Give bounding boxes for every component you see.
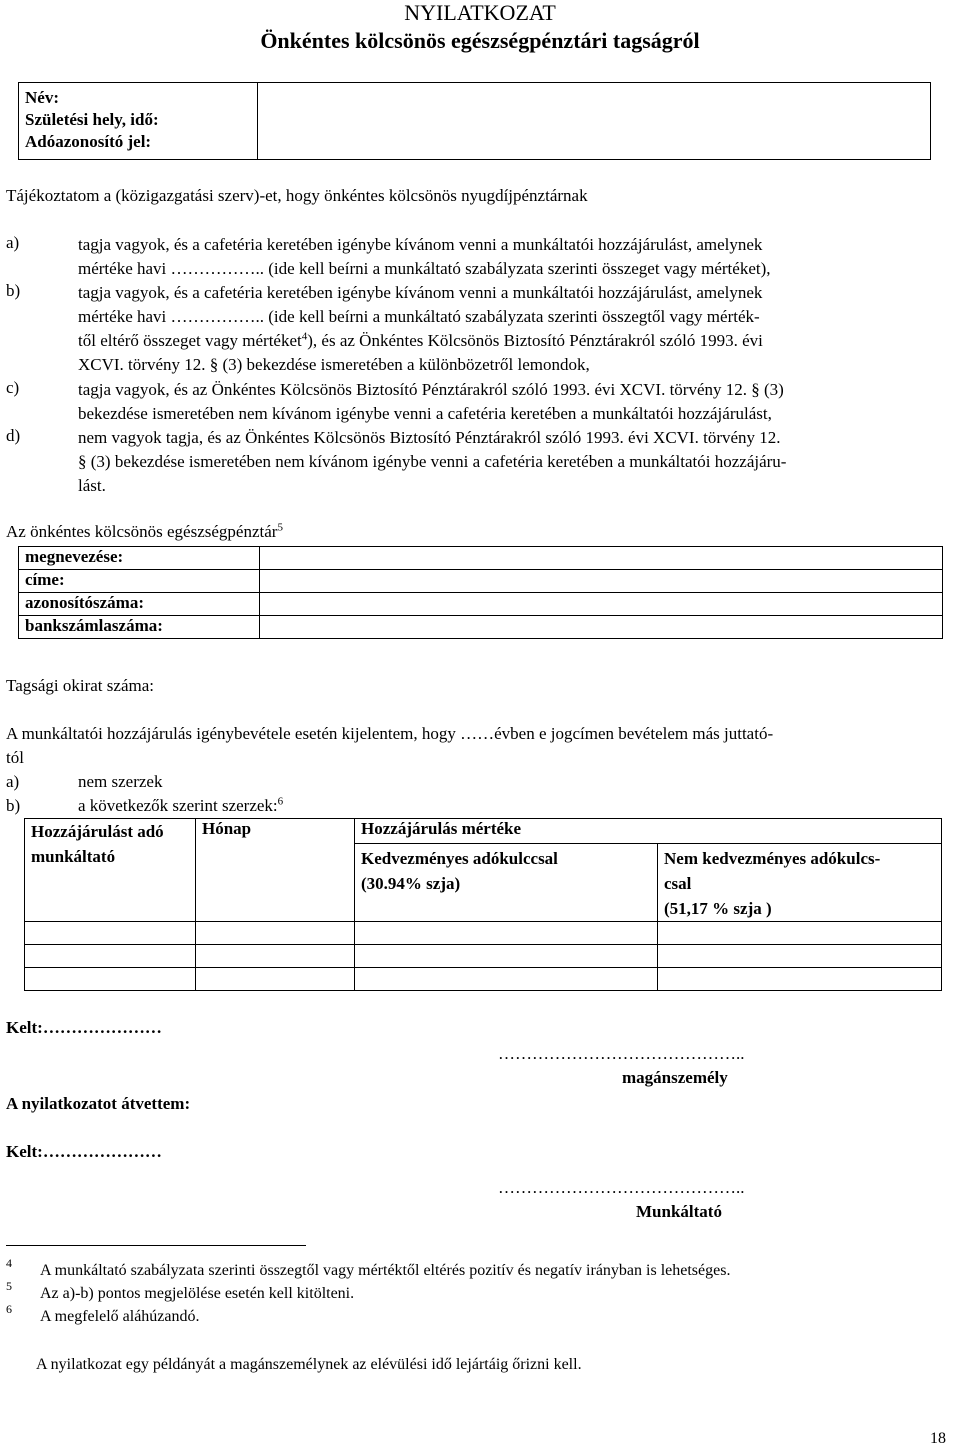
fund-row-value[interactable]: [260, 547, 943, 570]
name-label: Név:: [25, 88, 59, 107]
received-label: A nyilatkozatot átvettem:: [6, 1094, 191, 1113]
fund-row-label: azonosítószáma:: [19, 593, 260, 616]
date-field-2[interactable]: Kelt:…………………: [6, 1142, 162, 1161]
contribution-declaration: [6, 722, 773, 770]
option-line: mértéke havi …………….. (ide kell beírni a munkáltató szabályzata szerinti összegtől vagy mérték-: [78, 307, 760, 326]
table-cell[interactable]: [196, 922, 355, 945]
table-cell[interactable]: [25, 922, 196, 945]
contribution-option-a: [6, 770, 606, 794]
table-cell[interactable]: [196, 968, 355, 991]
signature-line-person[interactable]: ……………………………………..: [498, 1044, 745, 1063]
final-note: A nyilatkozat egy példányát a magánszemélynek az elévülési idő lejártáig őrizni kell.: [36, 1356, 582, 1373]
table-cell[interactable]: [658, 945, 942, 968]
date-field-1[interactable]: Kelt:…………………: [6, 1018, 162, 1037]
footnote-text: A munkáltató szabályzata szerinti összegtől vagy mértéktől eltérés pozitív és negatív irányban is lehetséges.: [40, 1262, 731, 1279]
fund-row-label: megnevezése:: [19, 547, 260, 570]
page-number: 18: [930, 1430, 946, 1447]
option-line: bekezdése ismeretében nem kívánom igénybe venni a cafetéria keretében a munkáltatói hozzájárulást,: [78, 404, 772, 423]
option-line: tagja vagyok, és a cafetéria keretében igénybe kívánom venni a munkáltatói hozzájárulást, amelynek: [78, 283, 763, 302]
table-cell[interactable]: [658, 968, 942, 991]
table-cell[interactable]: [25, 968, 196, 991]
declaration-line: A munkáltatói hozzájárulás igénybevétele esetén kijelentem, hogy ……évben e jogcímen bevételem más juttató-: [6, 724, 774, 743]
fund-row-value[interactable]: [260, 570, 943, 593]
page-subtitle: Önkéntes kölcsönös egészségpénztári tagságról: [260, 28, 700, 53]
footnote-text: Az a)-b) pontos megjelölése esetén kell kitölteni.: [40, 1285, 355, 1302]
table-cell[interactable]: [355, 922, 658, 945]
personal-labels-cell: [19, 83, 258, 160]
table-cell[interactable]: [355, 945, 658, 968]
footnote-separator: [6, 1245, 306, 1246]
fund-row-label: címe:: [19, 570, 260, 593]
month-header: Hónap: [196, 819, 355, 922]
tax-id-label: Adóazonosító jel:: [25, 132, 152, 151]
table-cell[interactable]: [355, 968, 658, 991]
contribution-amount-header: Hozzájárulás mértéke: [355, 819, 942, 844]
page-title: NYILATKOZAT: [404, 0, 556, 25]
fund-row-value[interactable]: [260, 616, 943, 639]
option-marker: c): [6, 378, 20, 397]
footnote-ref: 4: [301, 330, 308, 343]
option-marker: b): [6, 281, 21, 300]
option-line: § (3) bekezdése ismeretében nem kívánom igénybe venni a cafetéria keretében a munkáltatói hozzájáru-: [78, 452, 787, 471]
contribution-options: [6, 770, 606, 818]
membership-label: Tagsági okirat száma:: [6, 676, 154, 695]
option-line: tagja vagyok, és az Önkéntes Kölcsönös Biztosító Pénztárakról szóló 1993. évi XCVI. törvény 12. § (3): [78, 380, 784, 399]
option-line: tagja vagyok, és a cafetéria keretében igénybe kívánom venni a munkáltatói hozzájárulást, amelynek: [78, 235, 763, 254]
employer-header: Hozzájárulást adó munkáltató: [25, 819, 196, 922]
signature-line-employer[interactable]: ……………………………………..: [498, 1178, 745, 1197]
fund-heading: Az önkéntes kölcsönös egészségpénztár$^5$: [6, 521, 283, 541]
table-cell[interactable]: [25, 945, 196, 968]
option-marker: b): [6, 796, 21, 815]
fund-table: [18, 546, 943, 639]
employer-label: Munkáltató: [636, 1202, 722, 1221]
birth-label: Születési hely, idő:: [25, 110, 159, 129]
footnote-text: A megfelelő aláhúzandó.: [40, 1308, 200, 1325]
contribution-option-b: [6, 794, 606, 818]
footnote-ref: 5: [277, 521, 283, 534]
option-line: nem vagyok tagja, és az Önkéntes Kölcsönös Biztosító Pénztárakról szóló 1993. évi XCVI. törvény 12.: [78, 428, 781, 447]
footnote-number: 6: [6, 1302, 12, 1316]
footnote-number: 4: [6, 1256, 12, 1270]
option-marker: a): [6, 772, 20, 791]
private-person-label: magánszemély: [622, 1068, 728, 1087]
option-line: lást.: [78, 476, 106, 495]
personal-values-cell[interactable]: [258, 83, 931, 160]
fund-row-label: bankszámlaszáma:: [19, 616, 260, 639]
option-marker: d): [6, 426, 21, 445]
intro-text: Tájékoztatom a (közigazgatási szerv)-et, hogy önkéntes kölcsönös nyugdíjpénztárnak: [6, 186, 588, 205]
declaration-line: tól: [6, 748, 24, 767]
table-cell[interactable]: [658, 922, 942, 945]
option-text: nem szerzek: [78, 772, 163, 791]
option-text: a következők szerint szerzek:: [78, 796, 278, 815]
table-cell[interactable]: [196, 945, 355, 968]
preferential-rate-header: Kedvezményes adókulccsal (30.94% szja): [355, 844, 658, 922]
option-line: től eltérő összeget vagy mértéket$^4$), és az Önkéntes Kölcsönös Biztosító Pénztárakról szóló 1993. évi: [78, 330, 763, 350]
footnote-number: 5: [6, 1279, 12, 1293]
option-line: XCVI. törvény 12. § (3) bekezdése ismeretében a különbözetről lemondok,: [78, 355, 590, 374]
non-preferential-rate-header: Nem kedvezményes adókulcs- csal (51,17 % szja ): [658, 844, 942, 922]
fund-row-value[interactable]: [260, 593, 943, 616]
footnote-ref: 6: [277, 795, 284, 808]
option-line: mértéke havi …………….. (ide kell beírni a munkáltató szabályzata szerinti összeget vagy mértéket),: [78, 259, 771, 278]
contribution-table: [24, 818, 942, 991]
personal-data-table: [18, 82, 931, 160]
option-marker: a): [6, 233, 20, 252]
